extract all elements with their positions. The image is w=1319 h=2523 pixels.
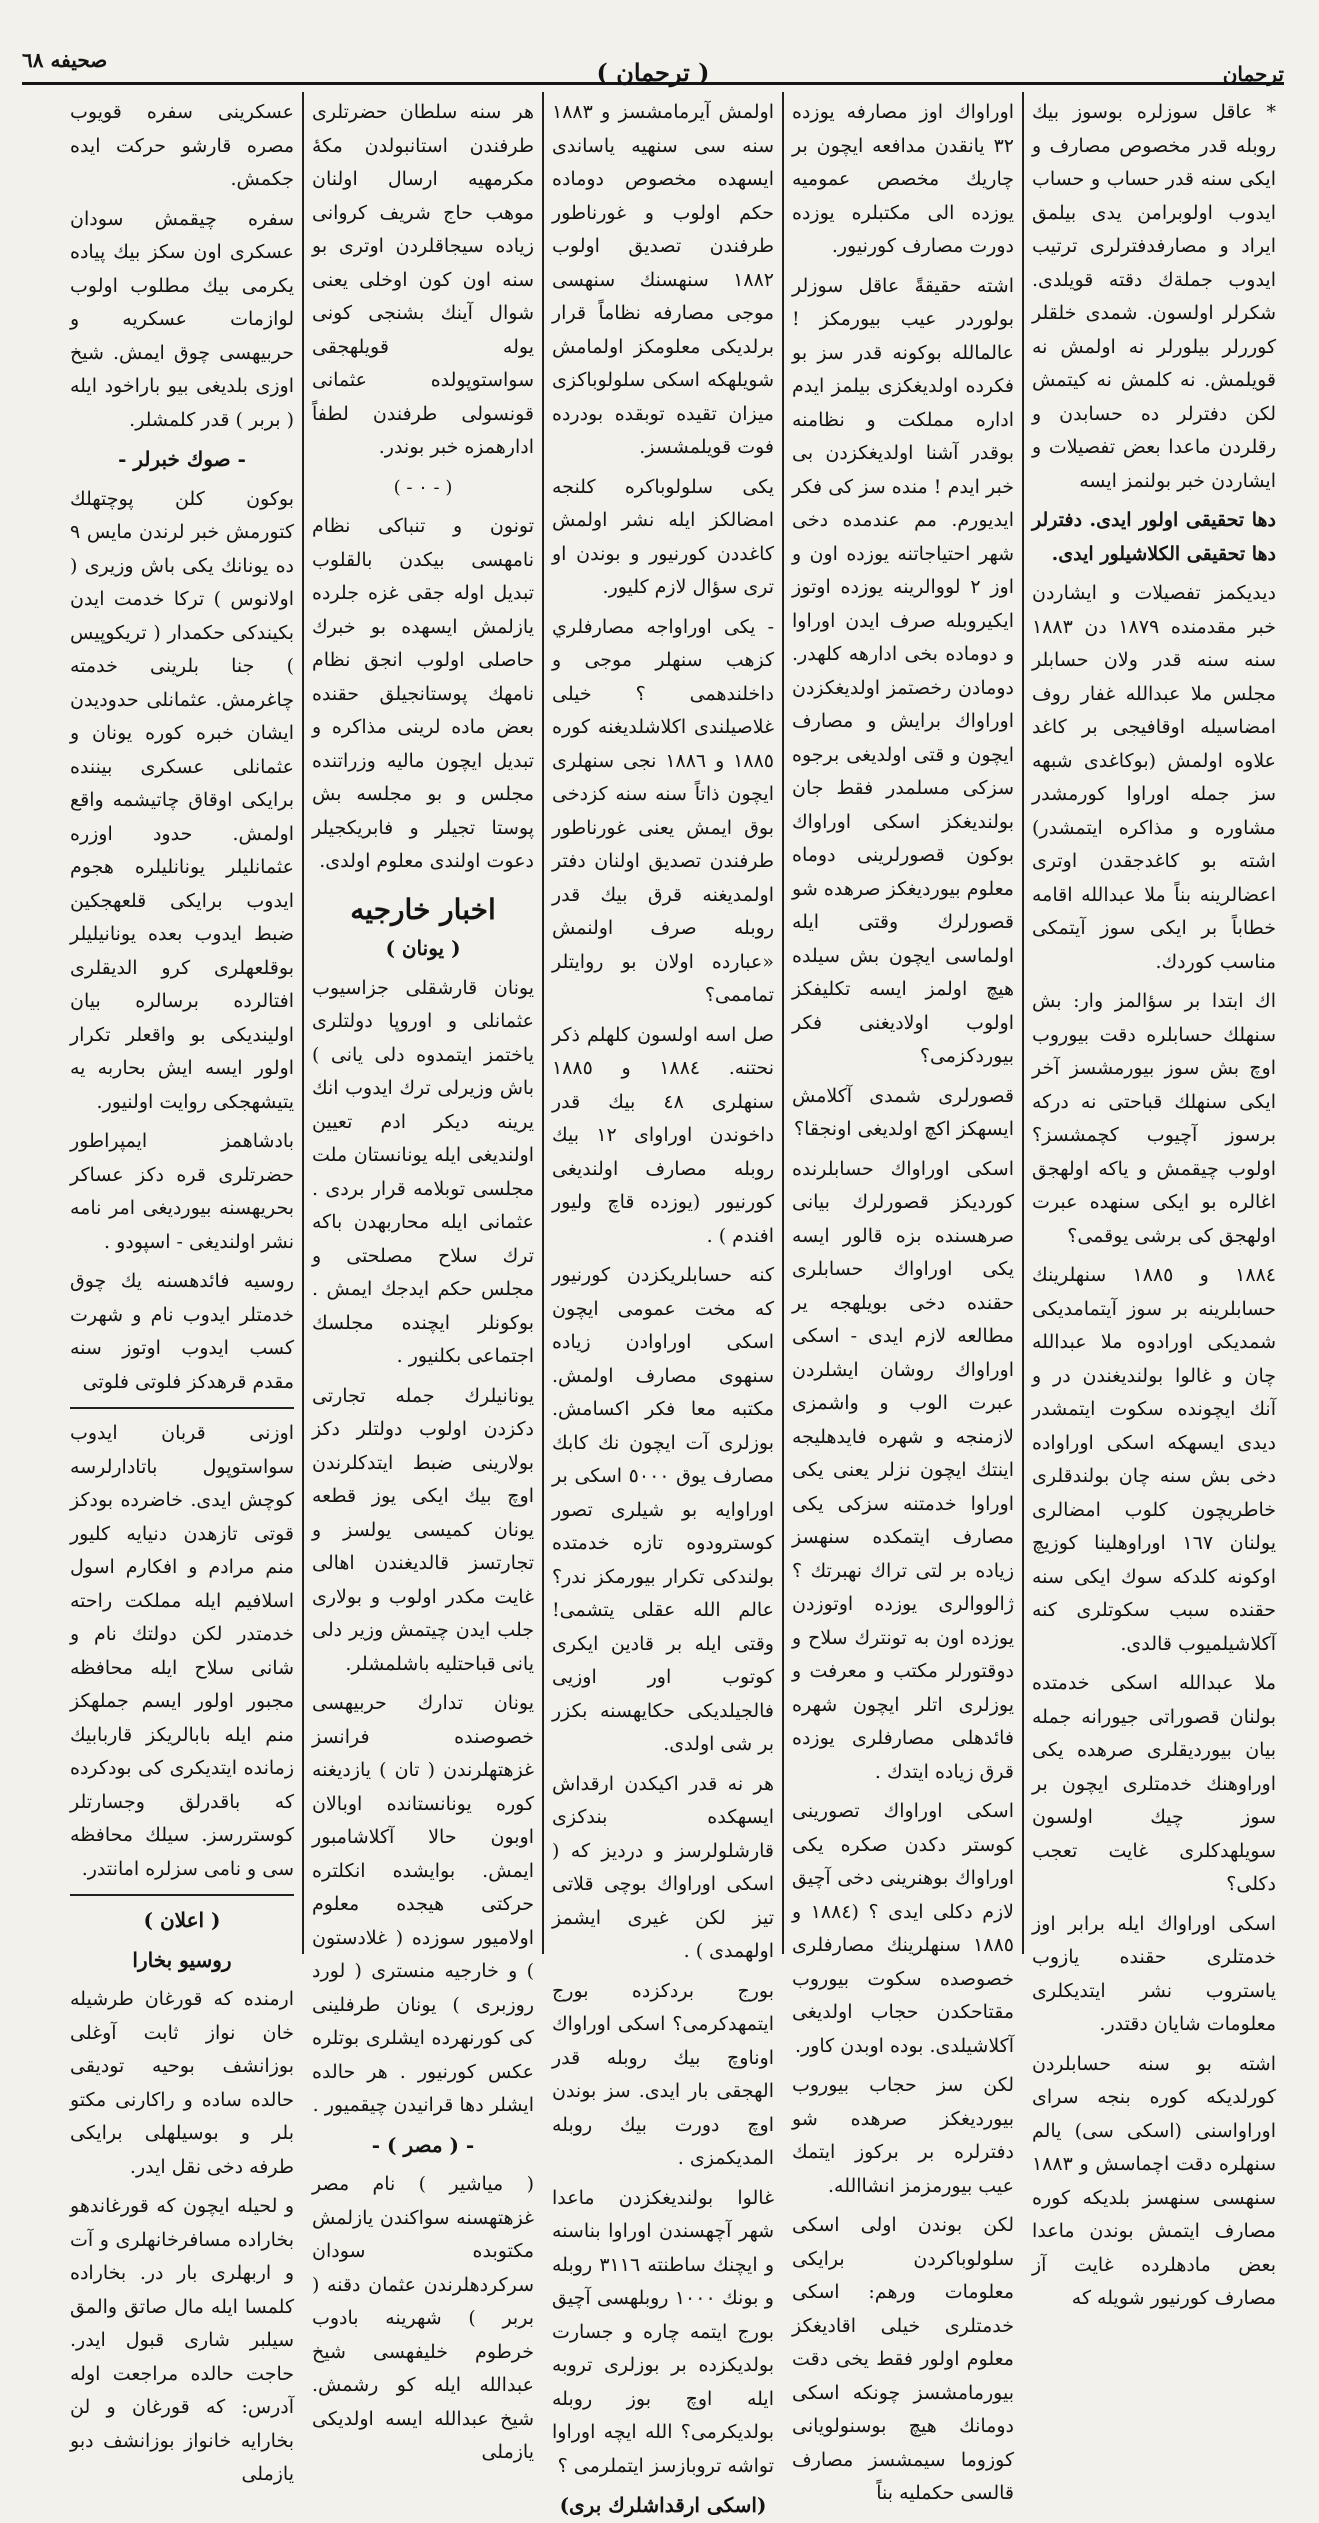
paragraph: ١٨٨٤ و ١٨٨٥ سنهلرينك حسابلرينه بر سوز آيتمامديكى شمديكى اورادوه ملا عبدالله چان و غالوا بولنديغندن در و آنك ايچونده سكوت ايتمشدر ديدى ايسهكه اسكى اوراواده دخى بش سنه چان بولندقلرى خاطريچون كلوب امضالرى يولنان ١٦٧ اوراوهلينا كوزيچ اوكونه كلدكه سوك ايكى سنه حقنده سبب سكوتلرى كنه آكلاشيلميوب قالدى. <box>1032 1264 1276 1655</box>
section-divider: ( - ٠ - ) <box>393 476 453 498</box>
paragraph: يونان تدارك حربيهسى خصوصنده فرانسز غزهتهلرندن ( تان ) يازديغنه كوره يونانستانده اوبالان اوبون حالا آكلاشامبور ايمش. بوايشده انكلتره حركتى هيجده معلوم اولاميور سوزده ( غلادستون ) و خارجيه منسترى ( لورد روزبرى ) يونان طرفلينى كى كورنهرده ايشلرى بوتلره عكس كورنيور . هر حالده ايشلر دها قرانيدن چيقميور . <box>312 1692 534 2116</box>
paragraph: ملا عبدالله اسكى خدمتده بولنان قصوراتى جيورانه جمله بيان بيورديقلرى صرهده يكى اوراوهنك خدمتلرى ايچون بر سوز چيك اولسون سويلهدكلرى غايت تعجب دكلى؟ <box>1032 1672 1276 1895</box>
paragraph: لكن سز حجاب بيوروب بيورديغكز صرهده شو دفترلره بر بركوز ايتمك عيب بيورمزمز انشاالله. <box>792 2074 1014 2197</box>
paragraph: يونانيلرك جمله تجارتى دكزدن اولوب دولتلر دكز بولارينى ضبط ايتدكلرندن اوچ بيك ايكى يوز قطعه يونان كميسى يولسز و تجارتسز قالديغندن اهالى غايت مكدر اولوب و بولارى جلب ايدن چيتمش وزير دلى يانى قباحتليه باشلمشلر. <box>312 1384 534 1675</box>
paragraph: * عاقل سوزلره بوسوز بيك روبله قدر مخصوص مصارف و ايكى سنه قدر حساب و حساب ايدوب اولوبرامن يدى بيلمق ايراد و مصارفدفترلرى ترتيب ايدوب جملةك دقته قويلدى. شكرلر اولسون. شمدى خلقلر كوررلر بيلورلر نه اولمش نه قويلمش. نه كلمش نه كيتمش لكن دفترلر ده حسابدن و رقلردن ماعدا بعض تفصيلات و ايشاردن خبر بولنمز ايسه <box>1032 101 1276 492</box>
paragraph: اسكى اوراواك ايله برابر اوز خدمتلرى حقنده يازوب ياستروب نشر ايتديكلرى معلومات شايان دقتدر. <box>1032 1912 1276 2035</box>
signature: (اسكى ارقداشلرك برى) <box>559 2493 767 2517</box>
paragraph: دها تحقيقى اولور ايدى. دفترلر دها تحقيقى الكلاشيلور ايدى. <box>1032 509 1276 565</box>
header-rule <box>22 82 1284 85</box>
column-4 <box>302 92 542 2463</box>
page-number: صحيفه ٦٨ <box>22 48 108 72</box>
newspaper-title: ( ترجمان ) <box>596 58 710 87</box>
announcement-subheading: روسيو بخارا <box>132 1947 232 1972</box>
paragraph: اسكى اوراواك تصورينى كوستر دكدن صكره يكى اوراواك بوهنرينى دخى آچيق لازم دكلى ايدى ؟ (١٨٨٤ و ١٨٨٥ سنهلرينك مصارفلرى خصوصده سكوت بيوروب مقتاحكدن حجاب اولديغى آكلاشيلدى. بوده اوبدن كاور. <box>792 1800 1014 2057</box>
paragraph: صل اسه اولسون كلهلم ذكر نحتنه. ١٨٨٤ و ١٨٨٥ سنهلرى ٤٨ بيك قدر داخوندن اوراواى ١٢ بيك روبله مصارف اولنديغى كورنيور (يوزده قاچ وليور افندم ) . <box>552 1023 775 1247</box>
paragraph: سفره چيقمش سودان عسكرى اون سكز بيك پياده يكرمى بيك مطلوب اولوب لوازمات عسكريه و حربيهسى چوق ايمش. شيخ اوزى بلديغى بيو باراخود ايله ( بربر ) قدر كلمشلر. <box>70 207 294 431</box>
egypt-heading: - ( مصر ) - <box>371 2132 475 2157</box>
paragraph: كنه حسابلريكزدن كورنيور كه مخت عمومى ايچون اسكى اوراوادن زياده سنهوى مصارف اولمش. مكتبه معا فكر اكسامش. بوزلرى آت ايچون نك كابك مصارف يوق ٥٠٠٠ اسكى بر اوراوايه بو شيلرى تصور كوسترودوه تازه خدمتده بولندكى تكرار بيورمكز ندر؟ عالم الله عقلى يتشمى! وقتى ايله بر قادين ايكرى كوتوب اور اوزيى فالجيلديكى حكايهسنه بكزر بر شى اولدى. <box>552 1264 774 1755</box>
header-right-label: ترجمان <box>1222 62 1284 86</box>
paragraph: اشته حقيقةً عاقل سوزلر بولوردر عيب بيورمكز ! عالمالله بوكونه قدر سز بو فكرده اولديغكزى بيلمز ايدم اداره مملكت و نظامنه بوقدر آشنا اولديغكزدن بى خبر ايدم ! منده سز كى فكر ايديورم. مم عندمده دخى شهر احتياجاتنه يوزده اون و اوز ٢ لووالرينه يوزده اوتوز ايكيروبله صرف ايدن اوراوا و دوماده بخى ادارهه كلهدر. دومادن رخصتمز اولديغكزدن اوراواك برايش و مصارف ايچون و قتى اولديغى برجوه سزكى مسلمدر فقط جان بولنديغكز اسكى اوراواك بوكون قصورلرينى دوماه معلوم بيورديغكز صرهده شو قصورلرك وقتى ايله اولماسى ايچون بش سيلده هيچ اولمز ايسه تكليفكز اولوب اولاديغنى فكر بيوردكزمى؟ <box>792 274 1015 1067</box>
column-2 <box>782 92 1022 2504</box>
paragraph: هر سنه سلطان حضرتلرى طرفندن استانبولدن مكهٔ مكرمهيه ارسال اولنان موهب حاج شريف كروانى زياده سيجاقلردن اوترى بو سنه اون كون اوخلى يعنى شوال آينك بشنجى كونى يوله قويلهجقى سواستوپولده عثمانى قونسولى طرفندن لطفاً ادارهمزه خبر بوندر. <box>312 101 534 458</box>
paragraph: غالوا بولنديغكزدن ماعدا شهر آچهسندن اوراوا بناسنه و ايچنك ساطنته ٣١١٦ روبله و بونك ١٠٠٠ روبلهسى آچيق بورج ايتمه چاره و جسارت بولديكزده بر بوزلرى تروبه ايله اوچ بوز روبله بولديكرمى؟ الله ايچه اوراوا تواشه تروبازسز ايتملرمى ؟ <box>552 2186 775 2477</box>
paragraph: اشته بو سنه حسابلردن كورلديكه كوره بنجه سراى اوراواسنى (اسكى سى) يالم سنهلره دقت اچماسش و ١٨٨٣ سنهسى سنهسز بلديكه كوره مصارف ايتمش بوندن ماعدا بعض مادهلرده غايت آز مصارف كورنيور شويله كه <box>1032 2052 1276 2309</box>
paragraph: يكى سلولوباكره كلنجه امضالكز ايله نشر اولمش كاغددن كورنيور و بوندن او ترى سؤال لازم كليور. <box>552 475 774 598</box>
column-5 <box>62 92 302 2485</box>
columns <box>22 92 1284 2517</box>
paragraph: اسكى اوراواك حسابلرنده كورديكز قصورلرك بيانى صرهسنده بزه قالور ايسه يكى اوراواك حسابلرى حقنده دخى بويلهجه ير مطالعه لازم ايدى - اسكى اوراواك روشان ايشلردن عبرت الوب و واشمزى لازمنجه و شهره فايدهليجه اينتك ايچون نزلر يعنى يكى اوراوا خدمتنه سزكى يكى مصارف ايتمكده سنهسز زياده بر لتى تراك نهبرتك ؟ ژالووالرى يوزده اوتوزدن يوزده اون به تونترك سلاح و دوقتورلر مكتب و معرفت و يوزلرى اتلر ايچون شهره فائدهلى مصارفلرى يوزده قرق زياده ايتدك . <box>792 1157 1014 1783</box>
paragraph: لكن بوندن اولى اسكى سلولوباكردن برايكى معلومات ورهم: اسكى خدمتلرى خيلى اقاديغكز معلوم اولور فقط يخى دقت بيورمامشسز چونكه اسكى دومانك هيچ بوسنولويانى كوزوما سيمشسز مصارف قالسى حكمليه بناً <box>792 2214 1014 2504</box>
paragraph: بورج بردكزده بورج ايتمهدكرمى؟ اسكى اوراواك اوناوچ بيك روبله قدر الهجقى بار ايدى. سز بوندن اوچ دورت بيك روبله المديكمزى . <box>552 1979 774 2169</box>
greece-heading: ( يونان ) <box>385 936 461 960</box>
column-divider <box>70 1894 294 1896</box>
foreign-news-heading: اخبار خارجيه <box>350 892 496 926</box>
paragraph: روسيه فائدهسنه يك چوق خدمتلر ايدوب نام و شهرت كسب ايدوب اوتوز سنه مقدم قرهدكز فلوتى فلوتى <box>70 1270 294 1393</box>
paragraph: قصورلرى شمدى آكلامش ايسهكز اكچ اولديغى اونجقا؟ <box>792 1084 1014 1140</box>
announcement-heading: ( اعلان ) <box>143 1908 221 1932</box>
paragraph: بوكون كلن پوچتهلك كتورمش خبر لرندن مايس ٩ ده يونانك يكى باش وزيرى ( اولانوس ) تركا خدمت ايدن بكيندكى حكمدار ( تريكوپيس ) جنا بلرينى خدمته چاغرمش. عثمانلى حدوديدن ايشان خبره كوره يونان و عثمانلى عسكرى بيننده برايكى اوقاق چاتيشمه واقع اولمش. حدود اوزره عثمانليلر يونانليلره هجوم ايدوب برايكى قلعهجكين ضبط ايدوب بعده يونانيليلر بوقلعهلرى كرو الديقلرى افتالرده برسالره بيان اولينديكى بو واقعلر تكرار اولور ايسه ايش بحاربه يه يتيشهجكى روايت اولنيور. <box>70 487 294 1113</box>
latest-news-heading: - صوك خبرلر - <box>118 447 246 471</box>
column-3 <box>542 92 782 2517</box>
paragraph: اولمش آيرمامشسز و ١٨٨٣ سنه سى سنهيه ياساندى ايسهده مخصوص دوماده حكم اولوب و غورناطور طرفندن تصديق اولوب ١٨٨٢ سنهسنك سنهسى موجى مصارفه نظاماً قرار برلديكى معلومكز اولمامش شويلهكه اسكى سلولوباكزى ميزان تقيده توبقده بودرده فوت قويلمشسز. <box>552 101 774 458</box>
paragraph: تونون و تنباكى نظام نامهسى بيكدن بالقلوب تبديل اوله جقى غزه جلرده يازلمش ايسهده بو خبرك حاصلى اولوب انجق نظام نامهك پوستانجيلق حقنده بعض ماده لرينى مذاكره و تبديل ايچون ماليه وزراتنده مجلس و بو مجلسه بش پوستا تجيلر و فابريكجيلر دعوت اولندى معلوم اولدى. <box>312 515 534 872</box>
column-1 <box>1022 92 1284 2309</box>
paragraph: اوزنى قربان ايدوب سواستوپول باتادارلرسه كوچش ايدى. خاضرده بودكز قوتى تازهدن دنيايه كليور منم مرادم و افكارم اسول اسلافيم ايله مملكت راحته خدمتدر لكن دولتك نام و شانى سلاح ايله محافظه مجبور اولور ايسم جملهكز منم ايله بابالريكز قاربابيك زمانده ايتديكرى كى بودكرده كه باقدرلق وجسارتلر كوستررسز. سيلك محافظه سى و نامى سزلره امانتدر. <box>70 1422 294 1880</box>
paragraph: اوراواك اوز مصارفه يوزده ٣٢ يانقدن مدافعه ايچون بر چاريك مخصص عموميه يوزده الى مكتبلره يوزده دورت مصارف كورنيور. <box>792 101 1014 257</box>
paragraph: بادشاهمز ايمپراطور حضرتلرى قره دكز عساكر بحريهسنه بيورديغى امر نامه نشر اولنديغى - اسپودو . <box>70 1130 294 1253</box>
paragraph: ارمنده كه قورغان طرشيله خان نواز ثابت آوغلى بوزانشف بوحيه توديقى حالده ساده و راكارنى مكتو بلر و بوسيلهلى برايكى طرفه دخى نقل ايدر. <box>70 1988 294 2178</box>
paragraph: هر نه قدر اكيكدن ارقداش ايسهكده بندكزى قارشلولرسز و درديز كه ( اسكى اوراواك بوچى قلاتى تيز لكن غيرى ايشمز اولهمدى ) . <box>552 1772 774 1962</box>
column-divider <box>70 1407 294 1409</box>
paragraph: عسكرينى سفره قويوب مصره قارشو حركت ايده جكمش. <box>70 101 294 190</box>
paragraph: ( مياشير ) نام مصر غزهتهسنه سواكندن يازلمش مكتوبده سودان سركردهلرندن عثمان دقنه ( بربر ) شهرينه بادوب خرطوم خليفهسى شيخ عبدالله ايله كو رشمش. شيخ عبدالله ايسه اولديكى يازملى <box>312 2173 534 2463</box>
paragraph: ديديكمز تفصيلات و ايشاردن خبر مقدمنده ١٨٧٩ دن ١٨٨٣ سنه سنه قدر ولان حسابلر مجلس ملا عبدالله غفار روف امضاسيله اوقافيجى بر كاغد علاوه اولمش (بوكاغدى شبهه سز جمله اوراوا كورمشدر مشاوره و مذاكره ايتمشدر) اشته بو كاغدجقدن اوترى اعضالرينه بناً ملا عبدالله اقامه خطاباً بر ايكى سوز آيتمكى مناسب كوردك. <box>1032 582 1276 973</box>
paragraph: يونان قارشقلى جزاسيوب عثمانلى و اوروپا دولتلرى ياختمز ايتمدوه دلى يانى ) باش وزيرلى ترك ايدوب انك يرينه ديكر ادم تعيين اولنديغى ايله يونانستان ملت مجلسى توبلامه قرار بردى . عثمانى ايله محاربهدن باكه ترك سلاح مصلحتى و مجلس حكم ايدجك ايمش . بوكونلر ايچنده مجلسك اجتماعى بكلنيور . <box>312 976 534 1367</box>
paragraph: و لحيله ايچون كه قورغاندهو بخاراده مسافرخانهلرى و آت و اربهلرى بار در. بخاراده كلمسا ايله مال صاتق والمق سيلبر شارى قبول ايدر. حاجت حالده مراجعت اوله آدرس: كه قورغان و لن بخارايه خانواز بوزانشف دبو يازملى <box>70 2195 294 2485</box>
paragraph: اك ابتدا بر سؤالمز وار: بش سنهلك حسابلره دقت بيوروب اوچ بش سوز بيورمشسز آخر ايكى سنهلك قباحتى نه دركه برسوز آچيوب كچمشسز؟ اولوب چيقمش و ياكه اولهجق اغالره بو ايكى سنهده عبرت اولهجق كى برشى يوقمى؟ <box>1032 990 1276 1247</box>
paragraph: - يكى اوراواجه مصارفلري كزهب سنهلر موجى و داخلندهمى ؟ خيلى غلاصيلندى اكلاشلديغنه كوره ١٨٨٥ و ١٨٨٦ نجى سنهلرى ايچون ذاتاً سنه سنه كزدخى بوق ايمش يعنى غورناطور طرفندن تصديق اولنان دفتر اولمديغنه قرق بيك قدر روبله صرف اولنمش «عبارده اولان بو روايتلر تماممى؟ <box>552 615 774 1006</box>
